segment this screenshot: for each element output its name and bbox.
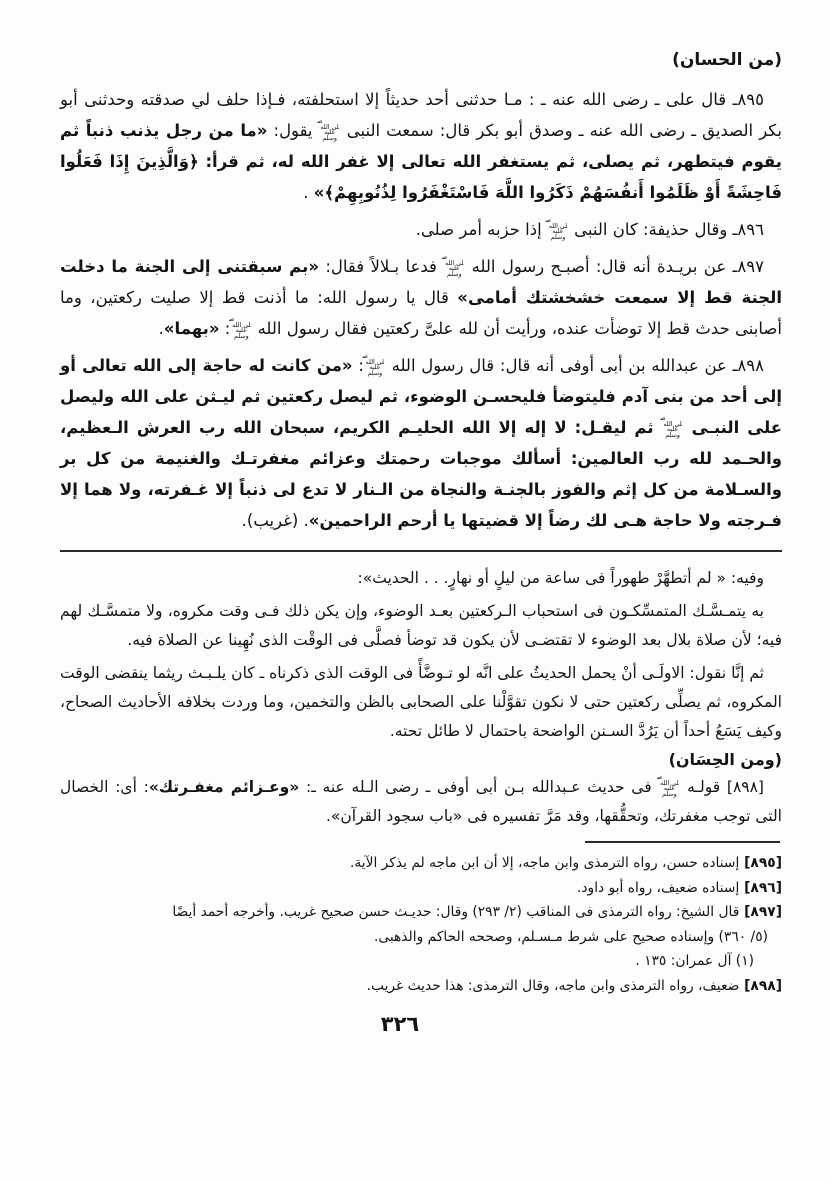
footnote-divider bbox=[585, 841, 780, 843]
footnote-number: [٨٩٧] bbox=[739, 904, 782, 920]
text-segment: يقول: bbox=[267, 121, 319, 140]
footnote-item bbox=[60, 876, 782, 901]
text-segment: «وعـزائم مغفـرتك» bbox=[148, 778, 300, 796]
text-segment: به يتمـسَّـك المتمسِّكـون فى استحباب الـركعتين بعـد الوضوء، وإن يكن ذلك فـى وقت مكروه، ولا متمسَّـك لهم فيه؛ لأن صلاة بلال بعد الوضوء لا تقتضـى لأن يكون قد توضأ فصلَّى فى الوقْت الذى نُهِينا عن الصلاة فيه. bbox=[60, 602, 782, 649]
text-segment: ٨٩٥ـ قال على ـ رضى الله عنه ـ : مـا حدثنى أحد حديثاً إلا استحلفته، فـإذا حلف لي صدقته وحدثنى أبو بكر الصديق ـ رضى الله عنه ـ وصدق أبو بكر قال: سمعت النبى bbox=[60, 90, 783, 140]
footnote-number: [٨٩٨] bbox=[739, 977, 782, 994]
hadith-897 bbox=[60, 251, 782, 344]
text-segment: فدعا بـلالاً فقال: bbox=[318, 257, 444, 276]
section-header: (من الحسان) bbox=[672, 50, 782, 70]
text-segment: ٨٩٨ـ عن عبدالله بن أبى أوفى أنه قال: قال رسول الله bbox=[385, 356, 765, 375]
footnote-text: قال الشيخ: رواه الترمذى فى المناقب (٢/ ٢٩٣) وقال: حديـث حسن صحيح غريب. وأخرجه أحمد أيضًا bbox=[172, 904, 740, 920]
text-segment: : أى: الخصال التى توجب مغفرتك، وتحقُّقها، وقد مَرَّ تفسيره فى «باب سجود القرآن». bbox=[60, 778, 782, 825]
pbuh-seal-icon: صلى الله عليه وسلم bbox=[441, 254, 464, 278]
text-segment: (ومن الحِسَان) bbox=[668, 750, 782, 769]
text-segment: ثم ليقـل: لا إله إلا الله الحليـم الكريم، سبحان الله رب العرش الـعظيم، والحـمد لله رب العالمين: أسألك موجبات رحمتك وعزائم مغفرتـك والغنيمة من كل بر والسـلامة من كل إثم والفوز بالجنـة والنجاة من الـنار لا تدع لى ذنباً إلا غـفرته، ولا هما إلا فـرجته ولا حاجة هـى لك رضاً إلا قضيتها يا أرحم الراحمين» bbox=[60, 418, 782, 530]
text-segment: ٨٩٦ـ وقال حذيفة: كان النبى bbox=[568, 220, 764, 239]
footnote-item bbox=[60, 925, 782, 950]
footnote-item bbox=[60, 851, 782, 876]
commentary-quote-line bbox=[60, 564, 782, 593]
hadith-text-block bbox=[60, 84, 782, 536]
text-segment: «بهما» bbox=[163, 319, 220, 338]
footnote-number: [٨٩٥] bbox=[739, 855, 782, 871]
pbuh-seal-icon: صلى الله عليه وسلم bbox=[362, 353, 385, 377]
commentary-para-2 bbox=[60, 659, 782, 746]
pbuh-seal-icon: صلى الله عليه وسلم bbox=[657, 774, 679, 798]
pbuh-seal-icon: صلى الله عليه وسلم bbox=[545, 217, 568, 241]
commentary-para-1 bbox=[60, 597, 782, 655]
footnote-text: (١) آل عمران: ١٣٥ . bbox=[635, 953, 754, 969]
text-segment: » bbox=[313, 183, 325, 202]
footnotes-block bbox=[60, 851, 782, 998]
pbuh-seal-icon: صلى الله عليه وسلم bbox=[660, 415, 682, 439]
text-segment: . bbox=[158, 319, 164, 338]
footnote-number: [٨٩٦] bbox=[739, 879, 782, 896]
pbuh-seal-icon: صلى الله عليه وسلم bbox=[317, 118, 339, 142]
commentary-block bbox=[60, 564, 782, 831]
text-segment: «من كانت له حاجة إلى الله تعالى أو إلى أحد من بنى آدم فليتوضأ فليحسـن الوضوء، ثم ليصل ركعتين ثم ليـثن على الله وليصل على النبـى bbox=[60, 356, 782, 437]
footnote-item bbox=[60, 900, 782, 925]
page-number: ٣٢٦ bbox=[380, 1012, 420, 1036]
quran-verse: ﴿وَالَّذِينَ إِذَا فَعَلُوا فَاحِشَةً أَوْ ظَلَمُوا أَنفُسَهُمْ ذَكَرُوا اللَّهَ فَاسْتَغْفَرُوا لِذُنُوبِهِمْ﴾ bbox=[60, 152, 782, 202]
text-segment: : bbox=[219, 319, 231, 338]
text-segment: . bbox=[303, 183, 314, 202]
footnote-text: إسناده ضعيف، رواه أبو داود. bbox=[577, 879, 740, 896]
hadith-895 bbox=[60, 84, 782, 208]
footnote-item bbox=[60, 949, 782, 974]
footnote-text: إسناده حسن، رواه الترمذى وابن ماجه، إلا أن ابن ماجه لم يذكر الآية. bbox=[349, 855, 740, 871]
footnote-item bbox=[60, 974, 782, 999]
text-segment: ٨٩٧ـ عن بريـدة أنه قال: أصبـح رسول الله bbox=[465, 257, 764, 276]
footnote-text: (٥/ ٣٦٠) وإسناده صحيح على شرط مـسـلم، وصححه الحاكم والذهبى. bbox=[373, 928, 768, 945]
text-segment: . (غريب). bbox=[241, 511, 309, 530]
text-segment: قال يا رسول الله: ما أذنت قط إلا صليت ركعتين، وما أصابنى حدث قط إلا توضأت عنده، ورأيت أن لله علىَّ ركعتين فقال رسول الله bbox=[60, 288, 782, 338]
text-segment: «بم سبقتنى إلى الجنة ما دخلت الجنة قط إلا سمعت خشخشتك أمامى» bbox=[60, 257, 782, 307]
text-segment: إذا حزبه أمر صلى. bbox=[415, 220, 547, 239]
hadith-896 bbox=[60, 214, 782, 245]
text-segment: : bbox=[352, 356, 364, 375]
text-segment: [٨٩٨] قولـه bbox=[680, 778, 764, 796]
commentary-hadith-898 bbox=[60, 773, 782, 831]
footnote-text: ضعيف، رواه الترمذى وابن ماجه، وقال الترمذى: هذا حديث غريب. bbox=[366, 977, 740, 994]
text-segment: «ما من رجل يذنب ذنباً ثم يقوم فيتطهر، ثم يصلى، ثم يستغفر الله تعالى إلا غفر الله له، ثم قرأ: bbox=[60, 121, 782, 171]
main-commentary-divider bbox=[60, 550, 782, 552]
text-segment: ثم إنَّا نقول: الاولَـى أنْ يحمل الحديثُ على انَّه لو تـوضَّأً فى الوقت الذى ذكرناه ـ كان يلـبـث ريثما ينقضى الوقت المكروه، ثم يصلِّى ركعتين حتى لا نكون تقوَّلْنا على الصحابى بالظن والتخمين، وما وردت بخلافه الأحاديث الصحاح، وكيف يَسَعُ أحداً أن يَرُدَّ السـنن الواضحة باحتمال لا طائل تحته. bbox=[60, 664, 782, 740]
pbuh-seal-icon: صلى الله عليه وسلم bbox=[228, 316, 251, 340]
text-segment: فى حديث عـبدالله بـن أبى أوفى ـ رضى الـله عنه ـ: bbox=[299, 778, 659, 796]
hadith-898 bbox=[60, 350, 782, 536]
commentary-section-label bbox=[60, 750, 782, 769]
text-segment: وفيه: « لم أتطهَّرْ طهوراً فى ساعة من ليلٍ أو نهارٍ. . . الحديث»: bbox=[357, 569, 764, 587]
